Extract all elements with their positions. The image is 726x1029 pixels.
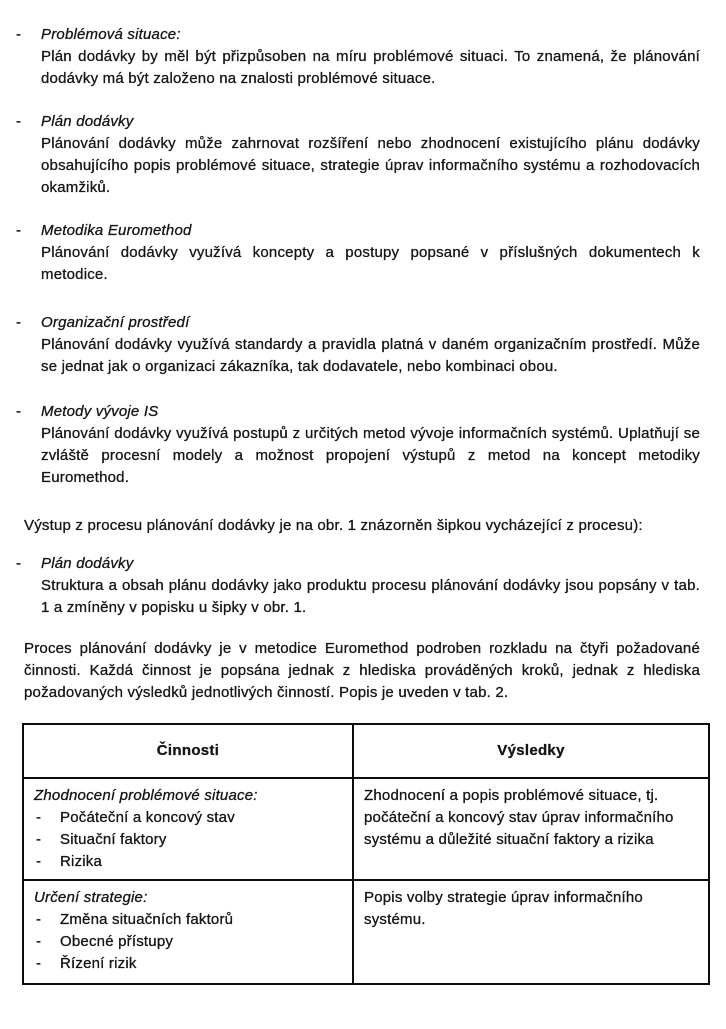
cell-heading: Určení strategie:	[34, 889, 148, 906]
definition-list-middle	[14, 553, 700, 619]
cell-list-item	[34, 851, 342, 873]
bullet-dash: -	[36, 831, 42, 848]
bullet-heading: Plán dodávky	[41, 113, 134, 130]
bullet-dash: -	[16, 222, 22, 239]
bullet-heading: Organizační prostředí	[41, 314, 190, 331]
cell-item-text: Změna situačních faktorů	[60, 911, 234, 928]
paragraph-process-decomposition: Proces plánování dodávky je v metodice Euromethod podroben rozkladu na čtyři požadované činnosti. Každá činnost je popsána jednak z hlediska prováděných kroků, jednak z hlediska požadovaných výsledků jednotlivých činností. Popis je uveden v tab. 2.	[24, 640, 700, 701]
activities-cell	[23, 778, 353, 880]
list-item	[14, 401, 700, 489]
cell-item-text: Situační faktory	[60, 831, 167, 848]
bullet-content	[41, 220, 700, 286]
bullet-heading: Problémová situace:	[41, 26, 181, 43]
bullet-dash: -	[36, 853, 42, 870]
bullet-content	[41, 24, 700, 90]
cell-list-item	[34, 953, 342, 975]
bullet-heading: Metodika Euromethod	[41, 222, 192, 239]
bullet-dash: -	[16, 555, 22, 572]
bullet-heading: Plán dodávky	[41, 555, 134, 572]
list-item	[14, 312, 700, 378]
table-row	[23, 778, 709, 880]
cell-heading: Zhodnocení problémové situace:	[34, 787, 258, 804]
bullet-content	[41, 312, 700, 378]
bullet-dash: -	[16, 113, 22, 130]
bullet-body: Plánování dodávky využívá koncepty a postupy popsané v příslušných dokumentech k metodice.	[41, 244, 700, 283]
bullet-body: Struktura a obsah plánu dodávky jako produktu procesu plánování dodávky jsou popsány v tab. 1 a zmíněny v popisku u šipky v obr. 1.	[41, 577, 700, 616]
bullet-dash: -	[16, 314, 22, 331]
cell-list-item	[34, 931, 342, 953]
table-header-results: Výsledky	[353, 724, 709, 778]
cell-item-text: Obecné přístupy	[60, 933, 174, 950]
cell-list-item	[34, 807, 342, 829]
bullet-dash: -	[16, 26, 22, 43]
bullet-content	[41, 401, 700, 489]
list-item	[14, 111, 700, 199]
list-item	[14, 24, 700, 90]
bullet-body: Plánování dodávky využívá standardy a pravidla platná v daném organizačním prostředí. Může se jednat jak o organizaci zákazníka, tak dodavatele, nebo kombinaci obou.	[41, 336, 700, 375]
bullet-content	[41, 553, 700, 619]
table-header-activities: Činnosti	[23, 724, 353, 778]
bullet-body: Plán dodávky by měl být přizpůsoben na míru problémové situaci. To znamená, že plánování dodávky má být založeno na znalosti problémové situace.	[41, 48, 700, 87]
results-cell: Popis volby strategie úprav informačního systému.	[353, 880, 709, 984]
bullet-dash: -	[36, 933, 42, 950]
table-row	[23, 880, 709, 984]
list-item	[14, 220, 700, 286]
bullet-dash: -	[16, 403, 22, 420]
cell-list-item	[34, 909, 342, 931]
bullet-body: Plánování dodávky může zahrnovat rozšíření nebo zhodnocení existujícího plánu dodávky obsahujícího popis problémové situace, strategie úprav informačního systému a rozhodovacích okamžiků.	[41, 135, 700, 196]
cell-item-text: Počáteční a koncový stav	[60, 809, 235, 826]
definition-list	[14, 24, 700, 489]
cell-item-text: Rizika	[60, 853, 103, 870]
results-cell: Zhodnocení a popis problémové situace, tj. počáteční a koncový stav úprav informačního systému a důležité situační faktory a rizika	[353, 778, 709, 880]
bullet-dash: -	[36, 911, 42, 928]
bullet-content	[41, 111, 700, 199]
bullet-body: Plánování dodávky využívá postupů z určitých metod vývoje informačních systémů. Uplatňují se zvláště procesní modely a možnost propojení výstupů z metod na koncept metodiky Euromethod.	[41, 425, 700, 486]
cell-list-item	[34, 829, 342, 851]
bullet-dash: -	[36, 809, 42, 826]
table-header-row	[23, 724, 709, 778]
bullet-heading: Metody vývoje IS	[41, 403, 159, 420]
list-item	[14, 553, 700, 619]
activities-results-table	[22, 723, 710, 985]
paragraph-output-note: Výstup z procesu plánování dodávky je na obr. 1 znázorněn šipkou vycházející z procesu):	[24, 517, 643, 534]
bullet-dash: -	[36, 955, 42, 972]
cell-item-text: Řízení rizik	[60, 955, 137, 972]
activities-cell	[23, 880, 353, 984]
